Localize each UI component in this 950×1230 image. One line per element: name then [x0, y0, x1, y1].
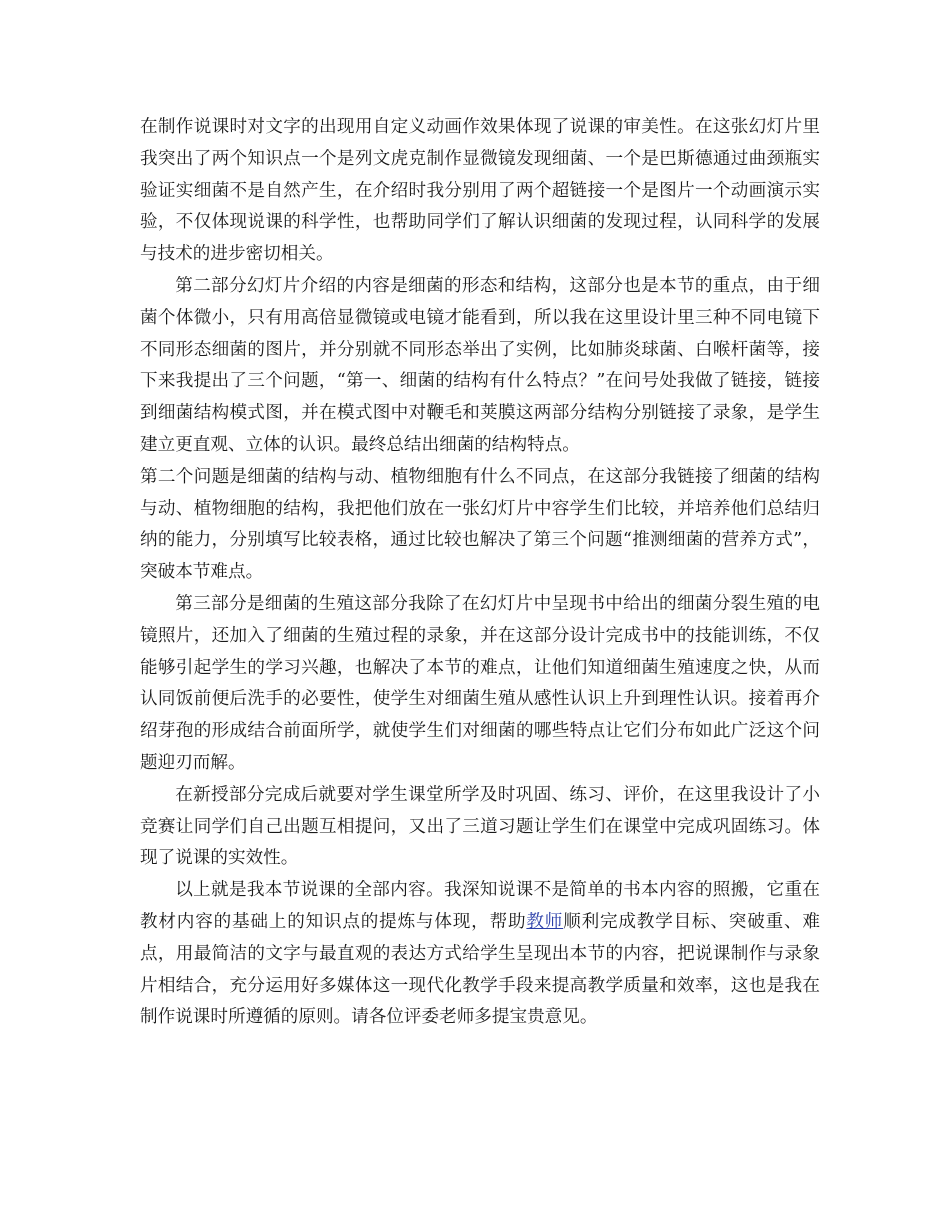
paragraph-intro-continuation: 在制作说课时对文字的出现用自定义动画作效果体现了说课的审美性。在这张幻灯片里我突出了两个知识点一个是列文虎克制作显微镜发现细菌、一个是巴斯德通过曲颈瓶实验证实细菌不是自然产生，在介绍时我分别用了两个超链接一个是图片一个动画演示实验，不仅体现说课的科学性，也帮助同学们了解认识细菌的发现过程，认同科学的发展与技术的进步密切相关。 [140, 117, 820, 265]
conclusion-text-after: 顺利完成教学目标、突破重、难点，用最简洁的文字与最直观的表达方式给学生呈现出本节的内容，把说课制作与录象片相结合，充分运用好多媒体这一现代化教学手段来提高教学质量和效率，这也是我在制作说课时所遵循的原则。请各位评委老师多提宝贵意见。 [140, 911, 820, 1028]
paragraph-second-question: 第二个问题是细菌的结构与动、植物细胞有什么不同点，在这部分我链接了细菌的结构与动、植物细胞的结构，我把他们放在一张幻灯片中容学生们比较，并培养他们总结归纳的能力，分别填写比较表格，通过比较也解决了第三个问题“推测细菌的营养方式”，突破本节难点。 [140, 466, 820, 583]
paragraph-consolidation: 在新授部分完成后就要对学生课堂所学及时巩固、练习、评价，在这里我设计了小竞赛让同学们自己出题互相提问，又出了三道习题让学生们在课堂中完成巩固练习。体现了说课的实效性。 [140, 784, 820, 869]
paragraph-part-three: 第三部分是细菌的生殖这部分我除了在幻灯片中呈现书中给出的细菌分裂生殖的电镜照片，还加入了细菌的生殖过程的录象，并在这部分设计完成书中的技能训练，不仅能够引起学生的学习兴趣，也解决了本节的难点，让他们知道细菌生殖速度之快，从而认同饭前便后洗手的必要性，使学生对细菌生殖从感性认识上升到理性认识。接着再介绍芽孢的形成结合前面所学，就使学生们对细菌的哪些特点让它们分布如此广泛这个问题迎刃而解。 [140, 593, 820, 773]
document-body [140, 112, 820, 1034]
paragraph-conclusion [140, 875, 820, 1034]
paragraph-part-two: 第二部分幻灯片介绍的内容是细菌的形态和结构，这部分也是本节的重点，由于细菌个体微小，只有用高倍显微镜或电镜才能看到，所以我在这里设计里三种不同电镜下不同形态细菌的图片，并分别就不同形态举出了实例，比如肺炎球菌、白喉杆菌等，接下来我提出了三个问题，“第一、细菌的结构有什么特点？”在问号处我做了链接，链接到细菌结构模式图，并在模式图中对鞭毛和荚膜这两部分结构分别链接了录象，是学生建立更直观、立体的认识。最终总结出细菌的结构特点。 [140, 275, 820, 455]
conclusion-text-before: 以上就是我本节说课的全部内容。我深知说课不是简单的书本内容的照搬，它重在教材内容的基础上的知识点的提炼与体现，帮助 [140, 880, 820, 932]
teacher-link[interactable]: 教师 [526, 911, 564, 932]
